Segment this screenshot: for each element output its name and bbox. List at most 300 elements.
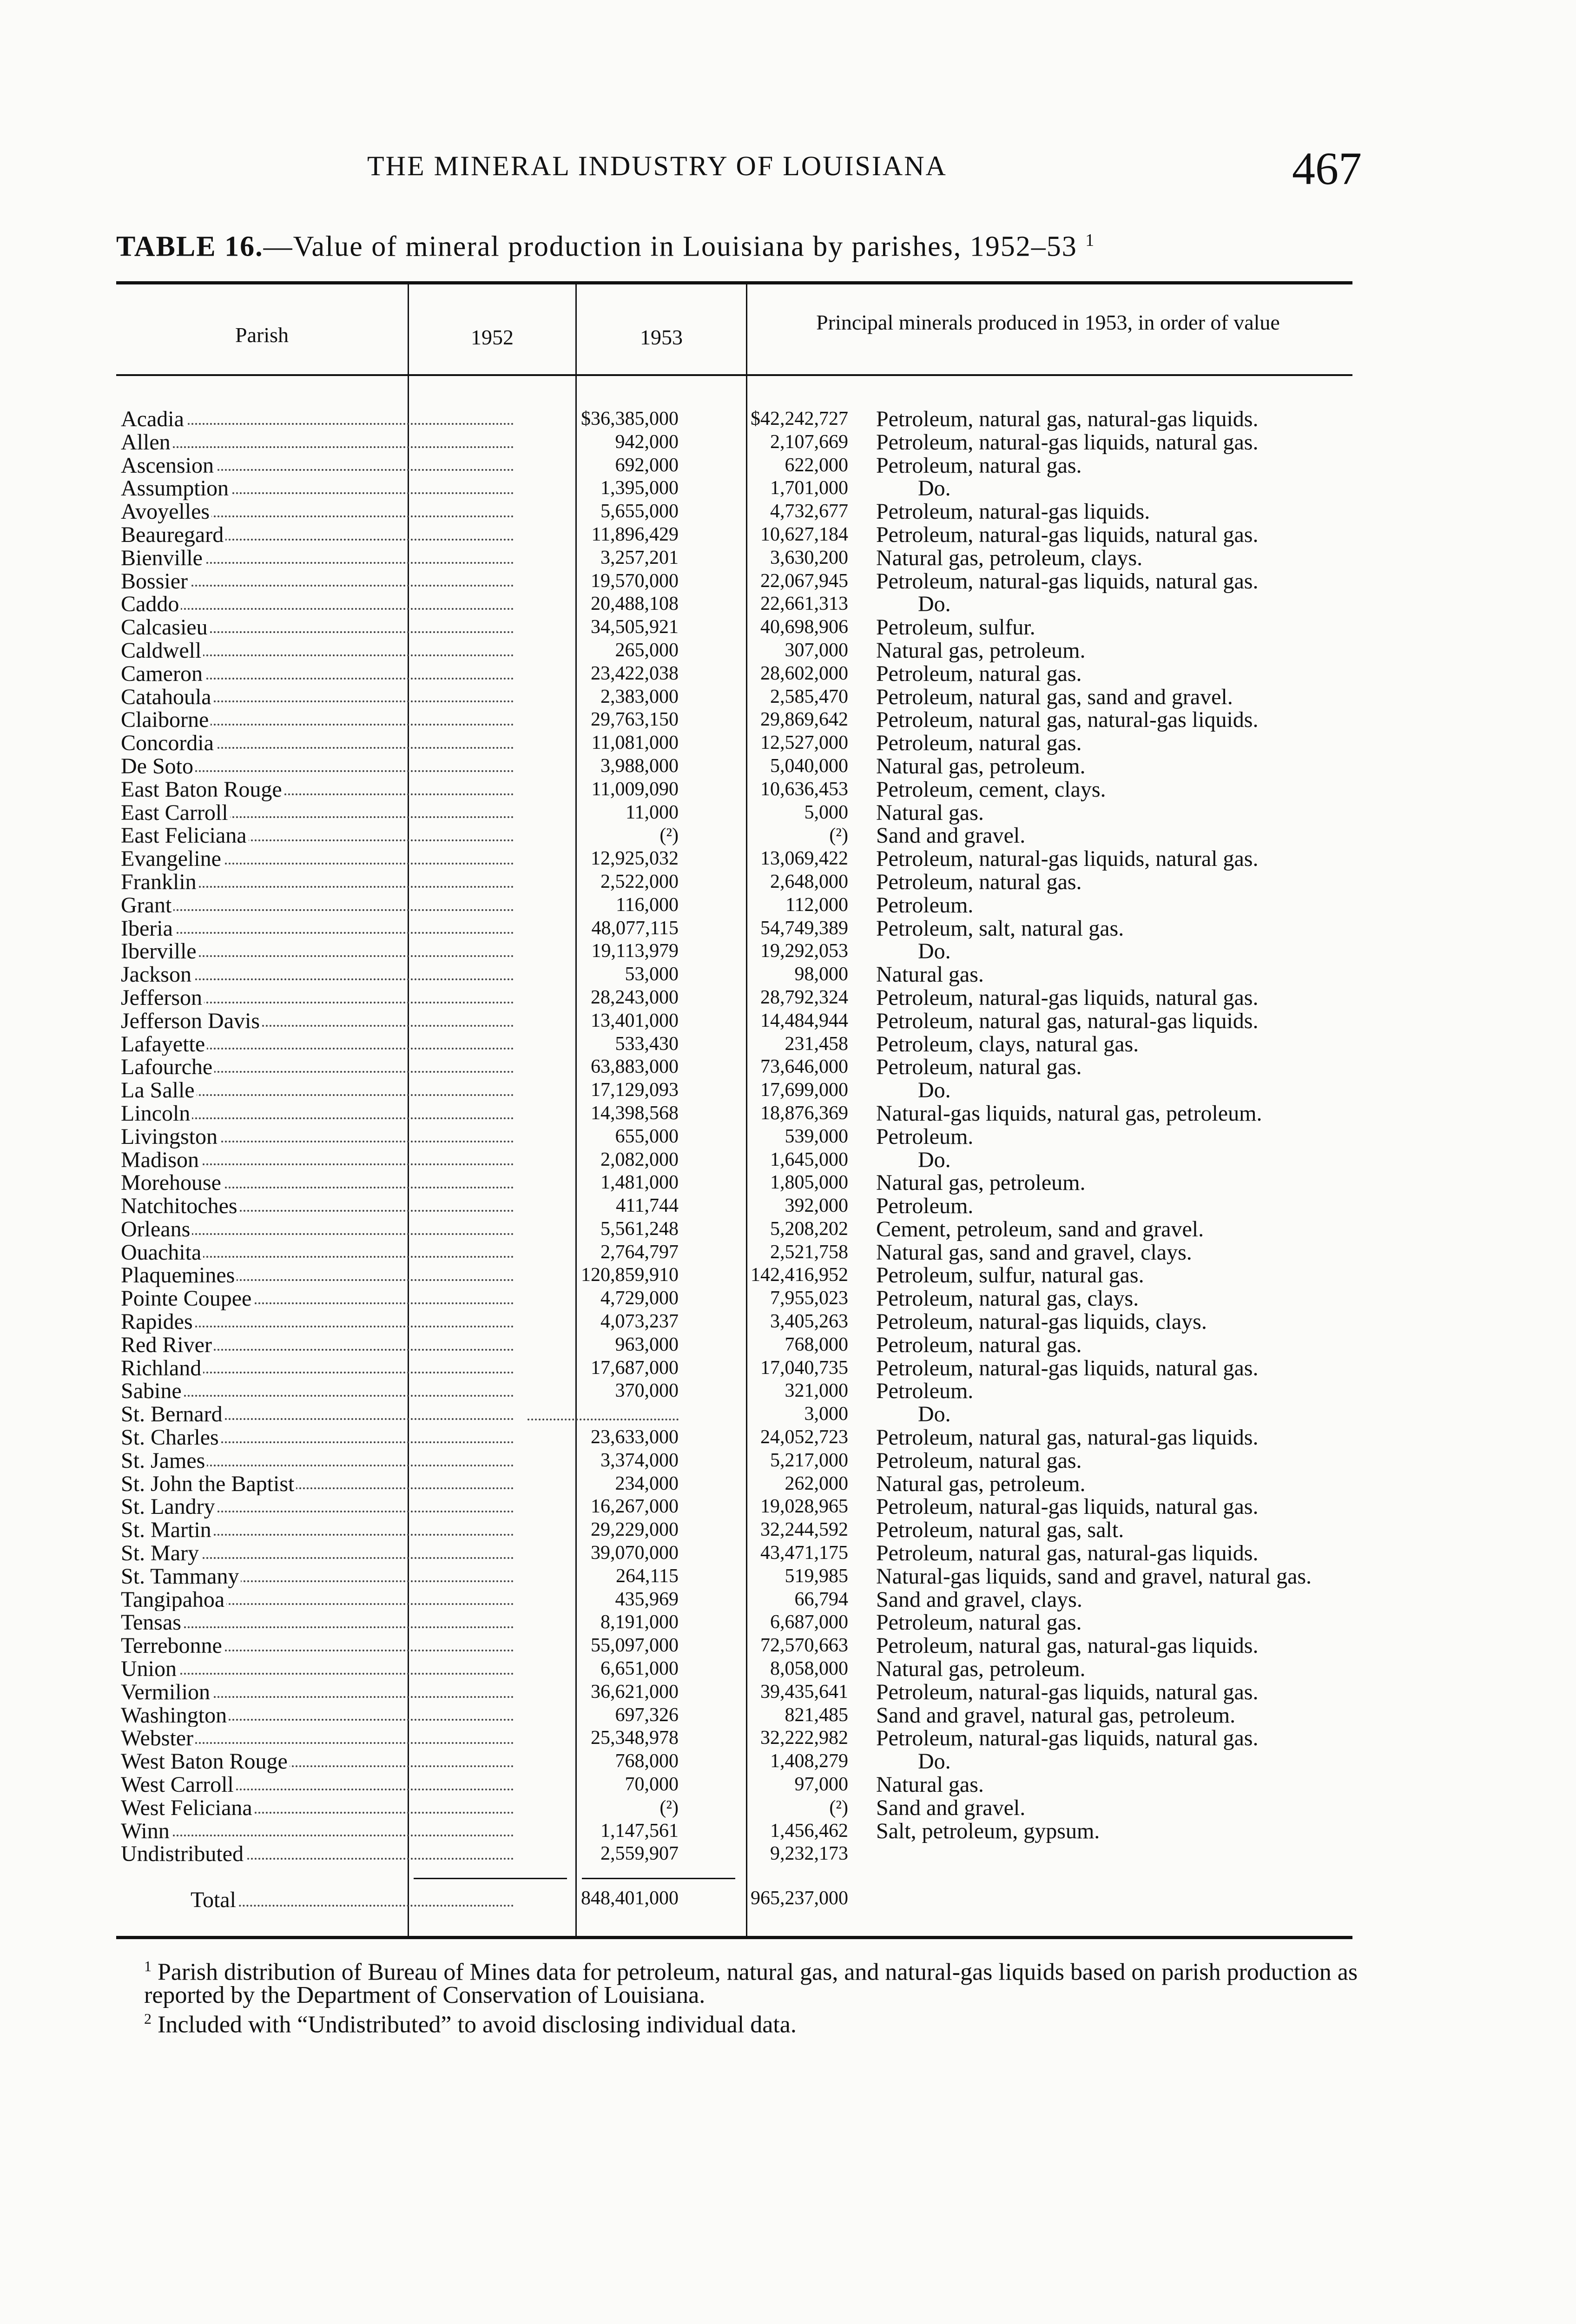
parish-name: Bossier [121, 570, 190, 593]
value-1952: 533,430 [615, 1033, 679, 1055]
minerals-text: Petroleum, natural gas. [876, 453, 1082, 478]
parish-name: Calcasieu [121, 616, 210, 639]
minerals-text: Petroleum, sulfur. [876, 615, 1035, 640]
minerals-text: Petroleum, natural gas, sand and gravel. [876, 684, 1233, 709]
parish-name: Morehouse [121, 1171, 223, 1195]
table-row [116, 1773, 1352, 1796]
footnote-mark: 2 [144, 2010, 152, 2027]
minerals-text: Sand and gravel, clays. [876, 1587, 1082, 1612]
minerals-text: Petroleum, natural gas. [876, 1610, 1082, 1635]
value-1952: 697,326 [615, 1704, 679, 1726]
table-row [116, 1310, 1352, 1334]
table-row [116, 1796, 1352, 1820]
parish-cell [121, 1079, 514, 1102]
running-head [116, 142, 1362, 198]
value-1953: 24,052,723 [760, 1426, 848, 1448]
minerals-text: Petroleum, natural gas, natural-gas liquids. [876, 1008, 1259, 1033]
table-row [116, 1750, 1352, 1773]
table-row [116, 408, 1352, 431]
parish-cell [121, 593, 514, 616]
value-1953: 2,585,470 [770, 686, 848, 707]
minerals-text: Natural gas, petroleum, clays. [876, 545, 1143, 570]
value-1952: 4,073,237 [600, 1311, 679, 1333]
value-1952: 17,687,000 [591, 1357, 679, 1379]
parish-cell [121, 431, 514, 454]
sum-rule-1953 [582, 1878, 735, 1879]
parish-cell [121, 871, 514, 894]
value-1952: 23,633,000 [591, 1426, 679, 1448]
minerals-text: Natural-gas liquids, natural gas, petroleum. [876, 1101, 1262, 1126]
value-1953: 43,471,175 [760, 1542, 848, 1564]
parish-cell [121, 1727, 514, 1750]
value-1953: 40,698,906 [760, 616, 848, 638]
table-title: —Value of mineral production in Louisiana by parishes, 1952–53 [263, 231, 1077, 263]
value-1952: 3,988,000 [600, 755, 679, 777]
parish-cell [121, 1102, 514, 1125]
parish-cell [121, 662, 514, 686]
table-row [116, 1357, 1352, 1380]
value-1953: 19,028,965 [760, 1496, 848, 1518]
table-row [116, 1010, 1352, 1033]
table-row [116, 1195, 1352, 1218]
parish-cell [121, 940, 514, 963]
parish-name: Madison [121, 1149, 201, 1172]
minerals-text: Petroleum, natural-gas liquids, natural gas. [876, 985, 1259, 1010]
parish-cell [121, 708, 514, 732]
value-1952: 19,113,979 [591, 940, 679, 962]
value-1952: 16,267,000 [591, 1496, 679, 1518]
parish-name: Jackson [121, 963, 193, 986]
parish-name: Richland [121, 1357, 203, 1380]
parish-name: Cameron [121, 662, 204, 686]
table-row [116, 1380, 1352, 1403]
table-row [116, 847, 1352, 871]
parish-cell [121, 778, 514, 801]
table-row [116, 1334, 1352, 1357]
minerals-text: Do. [918, 1749, 951, 1774]
minerals-text: Petroleum, natural gas, natural-gas liquids. [876, 1541, 1259, 1566]
parish-cell [121, 1472, 514, 1496]
value-1953: 7,955,023 [770, 1287, 848, 1309]
parish-name: Terrebonne [121, 1634, 224, 1657]
column-header-minerals: Principal minerals produced in 1953, in order of value [816, 310, 1280, 334]
value-1952: 2,764,797 [600, 1241, 679, 1263]
parish-cell [121, 1773, 514, 1796]
minerals-text: Petroleum, natural-gas liquids, natural gas. [876, 1494, 1259, 1519]
value-1952: 1,481,000 [600, 1172, 679, 1194]
parish-cell [121, 1264, 514, 1287]
parish-name: Orleans [121, 1218, 192, 1241]
table-row [116, 1588, 1352, 1611]
parish-cell [121, 1565, 514, 1588]
parish-name: East Carroll [121, 801, 230, 825]
parish-name: Rapides [121, 1310, 195, 1334]
parish-name: West Feliciana [121, 1796, 254, 1820]
minerals-text: Do. [918, 476, 951, 501]
parish-cell [121, 824, 514, 847]
parish-name: East Feliciana [121, 824, 249, 847]
table-row [116, 708, 1352, 732]
parish-cell [121, 616, 514, 639]
value-1953: 519,985 [785, 1565, 848, 1587]
table-row [116, 1403, 1352, 1426]
parish-name: Ascension [121, 454, 216, 477]
parish-name: Jefferson [121, 986, 204, 1010]
parish-name: St. Landry [121, 1495, 217, 1519]
parish-cell [121, 523, 514, 547]
parish-cell [121, 1334, 514, 1357]
value-1952: 19,570,000 [591, 570, 679, 592]
minerals-text: Petroleum, natural gas, natural-gas liquids. [876, 1633, 1259, 1658]
footnote-mark: 1 [144, 1958, 152, 1974]
parish-cell [121, 1750, 514, 1773]
minerals-text: Petroleum, natural gas. [876, 1332, 1082, 1357]
footnote-1 [116, 1954, 1371, 2007]
value-1953: 231,458 [785, 1033, 848, 1055]
value-1952: 435,969 [615, 1588, 679, 1610]
table-row [116, 593, 1352, 616]
table-row [116, 1033, 1352, 1056]
table-row [116, 755, 1352, 778]
value-1953: 10,636,453 [760, 778, 848, 800]
value-1952: 234,000 [615, 1472, 679, 1494]
parish-name: La Salle [121, 1079, 197, 1102]
value-1953: 17,699,000 [760, 1079, 848, 1101]
value-1953: $42,242,727 [751, 408, 848, 429]
value-1952: 11,009,090 [591, 778, 679, 800]
value-1952: 3,374,000 [600, 1449, 679, 1471]
parish-cell [121, 1611, 514, 1634]
value-1953: 10,627,184 [760, 523, 848, 545]
table-row [116, 732, 1352, 755]
table-row [116, 1634, 1352, 1657]
table-top-rule [116, 281, 1352, 284]
parish-cell [121, 1195, 514, 1218]
parish-name: Livingston [121, 1125, 219, 1149]
minerals-text: Petroleum, natural gas, clays. [876, 1286, 1139, 1311]
parish-cell [121, 1403, 514, 1426]
value-1953: 17,040,735 [760, 1357, 848, 1379]
minerals-text: Petroleum. [876, 1194, 974, 1219]
value-1953: 1,701,000 [770, 477, 848, 499]
value-1952: 655,000 [615, 1125, 679, 1147]
table-bottom-rule [116, 1936, 1352, 1939]
value-1952: 8,191,000 [600, 1611, 679, 1633]
value-1953: 13,069,422 [760, 848, 848, 870]
minerals-text: Petroleum, natural-gas liquids, natural gas. [876, 1679, 1259, 1704]
parish-name: Vermilion [121, 1681, 212, 1704]
table-row [116, 1565, 1352, 1588]
value-1952: 264,115 [616, 1565, 679, 1587]
table-row [116, 778, 1352, 801]
value-1952: 25,348,978 [591, 1727, 679, 1749]
parish-cell [121, 1657, 514, 1681]
parish-name: Iberville [121, 940, 198, 963]
parish-cell [121, 1125, 514, 1149]
parish-cell [121, 1681, 514, 1704]
total-label: Total [191, 1888, 238, 1912]
value-1953: 22,661,313 [760, 593, 848, 615]
table-row [116, 1287, 1352, 1310]
value-1952: (²) [659, 1796, 679, 1818]
value-1952: 1,147,561 [600, 1820, 679, 1842]
table-row [116, 1727, 1352, 1750]
value-1953: 28,602,000 [760, 662, 848, 684]
minerals-text: Petroleum, cement, clays. [876, 777, 1106, 802]
minerals-text: Petroleum, natural-gas liquids, clays. [876, 1309, 1207, 1334]
parish-cell [121, 1357, 514, 1380]
minerals-text: Sand and gravel. [876, 823, 1026, 848]
table-row [116, 801, 1352, 825]
value-1952: 2,082,000 [600, 1149, 679, 1170]
parish-cell [121, 1287, 514, 1310]
parish-name: Bienville [121, 547, 204, 570]
table-row [116, 1519, 1352, 1542]
parish-cell [121, 1588, 514, 1611]
minerals-text: Natural-gas liquids, sand and gravel, natural gas. [876, 1564, 1312, 1589]
value-1952: 23,422,038 [591, 662, 679, 684]
parish-cell [121, 1634, 514, 1657]
parish-name: Union [121, 1657, 178, 1681]
value-1953: 18,876,369 [760, 1102, 848, 1124]
parish-name: Natchitoches [121, 1195, 239, 1218]
minerals-text: Petroleum, natural gas, natural-gas liquids. [876, 407, 1259, 431]
value-1953: 1,456,462 [770, 1820, 848, 1842]
table-row [116, 686, 1352, 709]
value-1952 [528, 1403, 679, 1420]
table-row [116, 547, 1352, 570]
minerals-text: Petroleum, natural gas. [876, 1448, 1082, 1473]
parish-cell [121, 1149, 514, 1172]
parish-name: De Soto [121, 755, 195, 778]
parish-name: Franklin [121, 871, 198, 894]
value-1952: 36,621,000 [591, 1681, 679, 1703]
table-row [116, 1542, 1352, 1565]
minerals-text: Petroleum, natural-gas liquids, natural gas. [876, 846, 1259, 872]
value-1953: 54,749,389 [760, 917, 848, 939]
table-row [116, 1171, 1352, 1195]
parish-cell [121, 1426, 514, 1449]
table-row [116, 454, 1352, 477]
parish-cell [121, 1449, 514, 1472]
parish-name: Allen [121, 431, 172, 454]
minerals-text: Natural gas. [876, 962, 984, 987]
minerals-text: Natural gas, petroleum. [876, 753, 1086, 779]
table-row [116, 1149, 1352, 1172]
parish-cell [121, 732, 514, 755]
value-1953: 32,222,982 [760, 1727, 848, 1749]
parish-name: St. Mary [121, 1542, 201, 1565]
parish-cell [121, 917, 514, 940]
value-1953: 5,217,000 [770, 1449, 848, 1471]
value-1953: (²) [829, 825, 848, 846]
value-1952: 11,081,000 [591, 732, 679, 754]
parish-cell [121, 1380, 514, 1403]
value-1953: 622,000 [785, 454, 848, 476]
minerals-text: Natural gas. [876, 800, 984, 825]
table-row [116, 1079, 1352, 1102]
parish-name: St. Bernard [121, 1403, 224, 1426]
value-1953: 262,000 [785, 1472, 848, 1494]
table-row [116, 917, 1352, 940]
minerals-text: Petroleum, natural gas, salt. [876, 1518, 1124, 1543]
column-header-1953: 1953 [640, 325, 683, 349]
table-row [116, 1264, 1352, 1287]
parish-cell [121, 1056, 514, 1079]
value-1952: 13,401,000 [591, 1010, 679, 1031]
parish-name: Beauregard [121, 523, 225, 547]
minerals-text: Petroleum, natural gas. [876, 661, 1082, 686]
parish-name: Webster [121, 1727, 195, 1750]
table-row [116, 1241, 1352, 1264]
parish-name: East Baton Rouge [121, 778, 284, 801]
parish-cell [121, 1218, 514, 1241]
value-1953: 768,000 [785, 1334, 848, 1355]
value-1952: 29,229,000 [591, 1519, 679, 1541]
value-1953: 6,687,000 [770, 1611, 848, 1633]
minerals-text: Natural gas, petroleum. [876, 638, 1086, 663]
value-1952: 53,000 [625, 964, 679, 985]
column-header-parish: Parish [235, 323, 289, 347]
parish-name: Caldwell [121, 639, 203, 662]
parish-cell [121, 1033, 514, 1056]
minerals-text: Sand and gravel. [876, 1795, 1026, 1820]
value-1953: 32,244,592 [760, 1519, 848, 1541]
minerals-text: Do. [918, 1147, 951, 1172]
value-1952: 34,505,921 [591, 616, 679, 638]
minerals-text: Petroleum, salt, natural gas. [876, 916, 1124, 941]
value-1952: 14,398,568 [591, 1102, 679, 1124]
value-1952: 11,000 [626, 801, 679, 823]
table-row [116, 940, 1352, 963]
total-row [116, 1887, 1352, 1915]
value-1952: 116,000 [616, 894, 679, 916]
page-number: 467 [1292, 143, 1362, 194]
table-row [116, 500, 1352, 523]
parish-name: Sabine [121, 1380, 184, 1403]
minerals-text: Petroleum, sulfur, natural gas. [876, 1263, 1144, 1288]
minerals-text: Petroleum, natural-gas liquids, natural gas. [876, 568, 1259, 594]
total-1952: 848,401,000 [581, 1888, 679, 1909]
parish-cell [121, 894, 514, 917]
value-1953: 14,484,944 [760, 1010, 848, 1031]
table-row [116, 431, 1352, 454]
parish-name: Ouachita [121, 1241, 203, 1264]
parish-cell [121, 801, 514, 825]
value-1953: 821,485 [785, 1704, 848, 1726]
parish-name: Red River [121, 1334, 214, 1357]
total-1953: 965,237,000 [751, 1888, 848, 1909]
minerals-text: Petroleum, natural gas, natural-gas liquids. [876, 707, 1259, 733]
table-row [116, 1842, 1352, 1866]
value-1953: 2,648,000 [770, 871, 848, 892]
parish-cell [121, 755, 514, 778]
value-1953: 5,000 [804, 801, 848, 823]
parish-name: West Baton Rouge [121, 1750, 290, 1773]
parish-name: Tangipahoa [121, 1588, 226, 1611]
minerals-text: Petroleum. [876, 1379, 974, 1404]
value-1953: 98,000 [794, 964, 848, 985]
parish-name: Pointe Coupee [121, 1287, 253, 1310]
value-1952: 5,655,000 [600, 501, 679, 522]
value-1953: 12,527,000 [760, 732, 848, 754]
parish-name: Iberia [121, 917, 175, 940]
value-1952: 5,561,248 [600, 1218, 679, 1240]
table-row [116, 1449, 1352, 1472]
value-1952: 942,000 [615, 431, 679, 453]
value-1953: 5,040,000 [770, 755, 848, 777]
parish-cell [121, 847, 514, 871]
value-1953: 66,794 [794, 1588, 848, 1610]
value-1953: 73,646,000 [760, 1056, 848, 1078]
value-1952: 2,559,907 [600, 1843, 679, 1865]
value-1953: 1,645,000 [770, 1149, 848, 1170]
parish-name: Jefferson Davis [121, 1010, 262, 1033]
parish-cell [121, 1241, 514, 1264]
minerals-text: Sand and gravel, natural gas, petroleum. [876, 1703, 1236, 1728]
parish-name: Lafayette [121, 1033, 207, 1056]
parish-name: St. Charles [121, 1426, 221, 1449]
parish-cell [121, 570, 514, 593]
minerals-text: Petroleum, natural-gas liquids, natural gas. [876, 429, 1259, 455]
minerals-text: Petroleum. [876, 892, 974, 918]
parish-cell [121, 1542, 514, 1565]
parish-cell [121, 1704, 514, 1727]
value-1953: 3,630,200 [770, 547, 848, 568]
minerals-text: Petroleum, natural-gas liquids, natural gas. [876, 1726, 1259, 1751]
parish-name: Concordia [121, 732, 216, 755]
sum-rule-1952 [414, 1878, 567, 1879]
value-1952: 63,883,000 [591, 1056, 679, 1078]
parish-name: Caddo [121, 593, 181, 616]
footnote-text: Parish distribution of Bureau of Mines data for petroleum, natural gas, and natural-gas liquids based on parish production as reported by the Department of Conservation of Louisiana. [144, 1959, 1358, 2009]
parish-name: Evangeline [121, 847, 223, 871]
value-1953: 539,000 [785, 1125, 848, 1147]
table-row [116, 639, 1352, 662]
value-1952: 4,729,000 [600, 1287, 679, 1309]
table-row [116, 570, 1352, 593]
value-1952: 6,651,000 [600, 1658, 679, 1680]
table-row [116, 1218, 1352, 1241]
value-1953: 9,232,173 [770, 1843, 848, 1865]
minerals-text: Do. [918, 592, 951, 617]
value-1953: 307,000 [785, 639, 848, 661]
parish-name: Catahoula [121, 686, 213, 709]
minerals-text: Petroleum, natural gas. [876, 731, 1082, 756]
footnotes [116, 1954, 1371, 2037]
parish-name: Assumption [121, 477, 231, 500]
minerals-text: Do. [918, 1078, 951, 1103]
value-1953: 22,067,945 [760, 570, 848, 592]
value-1952: 3,257,201 [600, 547, 679, 568]
table-row [116, 1125, 1352, 1149]
value-1953: 392,000 [785, 1195, 848, 1217]
minerals-text: Natural gas, sand and gravel, clays. [876, 1240, 1192, 1265]
value-1952: $36,385,000 [581, 408, 679, 429]
value-1953: 1,408,279 [770, 1750, 848, 1772]
parish-name: St. James [121, 1449, 207, 1472]
value-1952: 692,000 [615, 454, 679, 476]
value-1953: 3,000 [804, 1403, 848, 1425]
value-1953: (²) [829, 1796, 848, 1818]
table-caption [116, 230, 1380, 264]
running-head-title: THE MINERAL INDUSTRY OF LOUISIANA [367, 151, 947, 181]
parish-name: Washington [121, 1704, 229, 1727]
column-header-1952: 1952 [471, 325, 514, 349]
value-1952: 2,522,000 [600, 871, 679, 892]
value-1952: 120,859,910 [581, 1264, 679, 1286]
table-row [116, 1056, 1352, 1079]
